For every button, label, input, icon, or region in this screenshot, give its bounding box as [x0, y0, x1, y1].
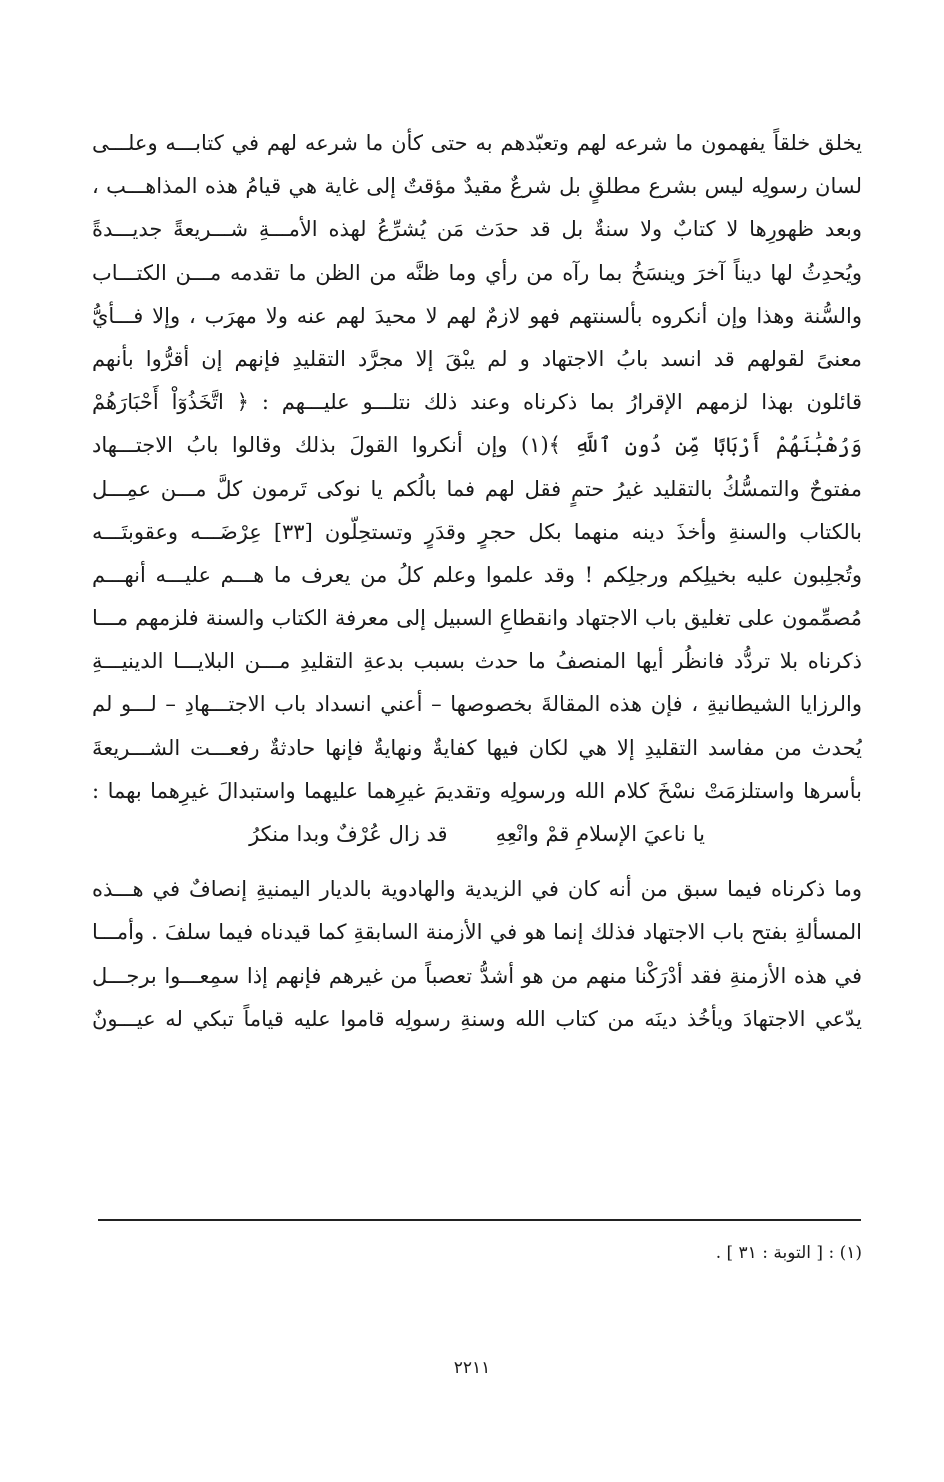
text-line: وبعد ظهورِها لا كتابٌ ولا سنةٌ بل قد حدَث مَن يُشرِّعُ لهذه الأمـــةِ شـــريعةً جديـــدةً	[92, 217, 862, 242]
text-line: بالكتاب والسنةِ وأخذَ دينه منهما بكل حجرٍ وقدَرٍ وتستحِلّون [٣٣] عِرْضَـــه وعقوبتَـــه	[92, 519, 862, 544]
text-line: ذكرناه بلا تردُّد فانظُر أيها المنصفُ ما حدث بسبب بدعةِ التقليدِ مـــن البلايـــا الدينيـــةِ	[92, 649, 862, 674]
text-line: يخلق خلقاً يفهمون ما شرعه لهم وتعبّدهم به حتى كأن ما شرعه لهم في كتابـــه وعلـــى	[92, 131, 862, 155]
text-line: مُصمِّمون على تغليق باب الاجتهاد وانقطاعِ السبيل إلى معرفة الكتاب والسنة فلزمهم مـــا	[92, 606, 862, 631]
page-number: ٢٢١١	[453, 1358, 491, 1378]
text-line: والسُّنة وهذا وإن أنكروه بألسنتهم فهو لازمٌ لهم لا محيدَ لهم عنه ولا مهرَب ، وإلا فـــأيُّ	[92, 303, 862, 328]
verse-first-hemistich: يا ناعيَ الإسلامِ قمْ وانْعِهِ	[495, 822, 705, 846]
text-line: المسألةِ بفتح باب الاجتهاد فذلك إنما هو في الأزمنة السابقةِ كما قيدناه فيما سلفَ . وأمـــا	[92, 920, 862, 945]
text-line: لسان رسولِه ليس بشرع مطلقٍ بل شرعٌ مقيدٌ مؤقتٌ إلى غاية هي قيامُ هذه المذاهـــب ،	[92, 174, 862, 199]
footnote-separator	[98, 1219, 861, 1221]
verse-second-hemistich: قد زال عُرْفٌ وبدا منكرُ	[249, 822, 448, 846]
text-line: وما ذكرناه فيما سبق من أنه كان في الزيدية والهادوية بالديار اليمنيةِ إنصافٌ في هـــذه	[92, 877, 862, 902]
text-line: والرزايا الشيطانيةِ ، فإن هذه المقالةَ بخصوصها – أعني انسداد باب الاجتـــهادِ – لـــو لم	[92, 692, 862, 717]
poetry-verse	[92, 813, 862, 856]
text-line: في هذه الأزمنةِ فقد أدْرَكْنا منهم من هو أشدُّ تعصباً من غيرهم فإنهم إذا سمِعـــوا برجـــل	[92, 963, 862, 988]
text-line: وَرُهْبَٰنَهُمْ أَرْبَابًا مِّن دُونِ ٱللَّهِ ﴾(١) وإن أنكروا القولَ بذلك وقالوا بابُ الاجتـــهاد	[92, 433, 862, 458]
text-line: يدّعي الاجتهادَ ويأخُذ دينَه من كتاب الله وسنةِ رسولِه قاموا عليه قياماً تبكي له عيـــونٌ	[92, 1006, 862, 1031]
text-line: وتُجلِبون عليه بخيلِكم ورجلِكم ! وقد علموا وعلم كلُ من يعرف ما هـــم عليـــه أنهـــم	[92, 562, 862, 587]
text-line: بأسرها واستلزمَتْ نسْخَ كلام الله ورسولِه وتقديمَ غيرِهما عليهما واستبدالَ غيرِهما بهما :	[92, 778, 862, 803]
text-line: يُحدث من مفاسد التقليدِ إلا هي لكان فيها كفايةٌ ونهايةٌ فإنها حادثةٌ رفعـــت الشـــريعةَ	[92, 735, 862, 760]
text-line: ويُحدِثُ لها ديناً آخرَ وينسَخُ بما رآه من رأي وما ظنَّه من الظن ما تقدمه مـــن الكتـــاب	[92, 260, 862, 285]
text-line: معنىً لقولهم قد انسد بابُ الاجتهاد و لم يبْقَ إلا مجرَّد التقليدِ فإنهم إن أقرُّوا بأنهم	[92, 346, 862, 371]
main-text-block	[92, 122, 862, 1041]
text-line: مفتوحٌ والتمسُّكُ بالتقليد غيرُ حتمٍ فقل لهم فما بالُكم يا نوكى تَرمون كلَّ مـــن عمِـــل	[92, 476, 862, 501]
footnote: (١) : [ التوبة : ٣١ ] .	[715, 1243, 862, 1263]
text-line: قائلون بهذا لزمهم الإقرارُ بما ذكرناه وعند ذلك نتلـــو عليـــهم : ﴿ اتَّخَذُوٓاْ أَحْبَارَهُمْ	[92, 390, 862, 415]
